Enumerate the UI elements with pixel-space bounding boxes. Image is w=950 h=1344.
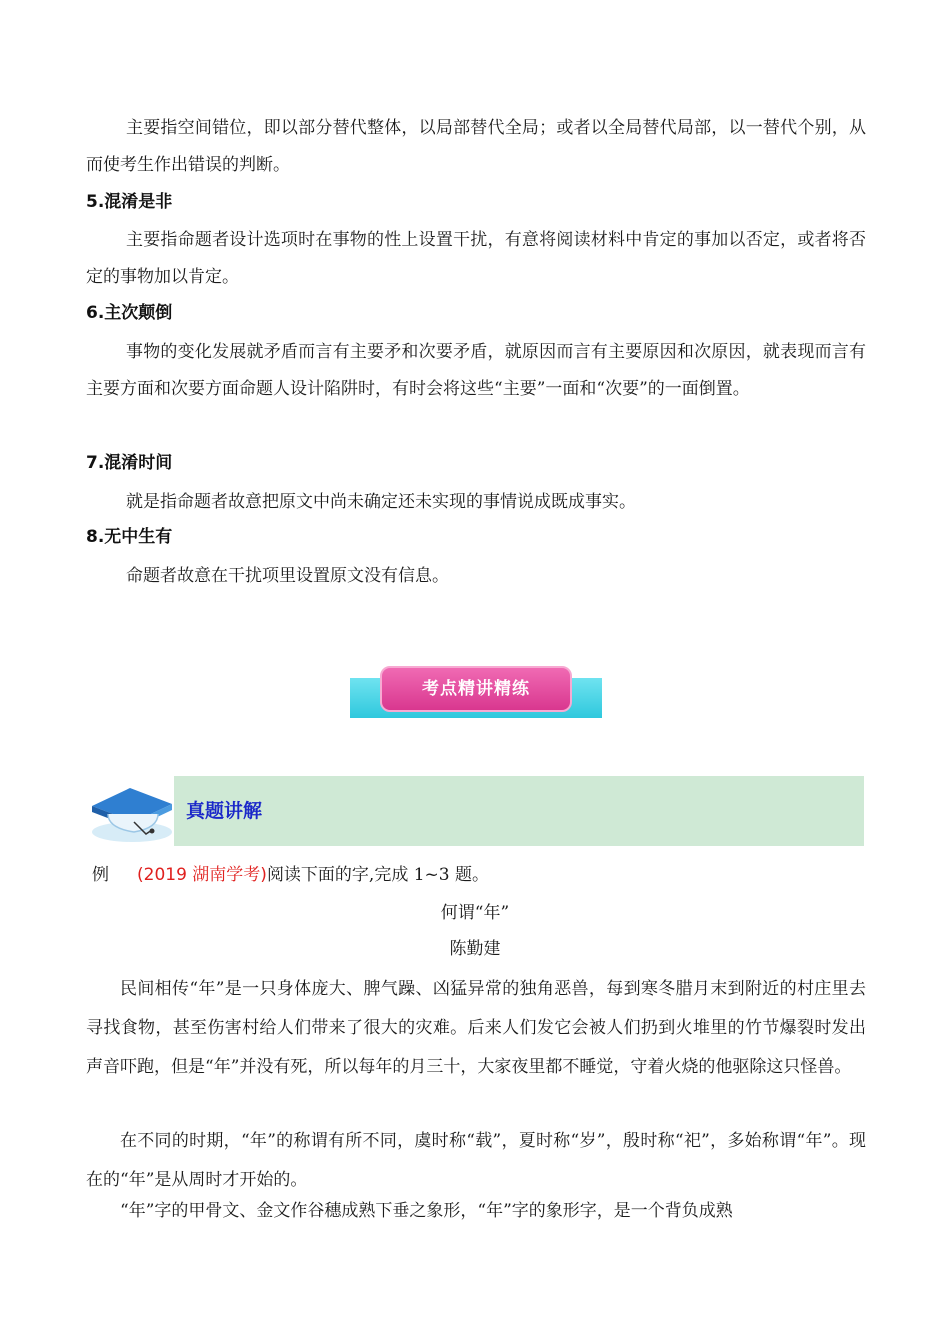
- banner-label: 考点精讲精练: [380, 666, 572, 712]
- article-paragraph: 民间相传“年”是一只身体庞大、脾气躁、凶猛异常的独角恶兽，每到寒冬腊月末到附近的村庄里去寻找食物，甚至伤害村给人们带来了很大的灾难。后来人们发它会被人们扔到火堆里的竹节爆裂时发出声音吓跑，但是“年”并没有死，所以每年的月三十，大家夜里都不睡觉，守着火烧的他驱除这只怪兽。: [86, 979, 866, 1077]
- section-bar-background: [174, 776, 864, 846]
- example-label: 例: [92, 865, 109, 885]
- section-body-6: 事物的变化发展就矛盾而言有主要矛和次要矛盾，就原因而言有主要原因和次原因，就表现而言有主要方面和次要方面命题人设计陷阱时，有时会将这些“主要”一面和“次要”的一面倒置。: [86, 342, 866, 399]
- section-heading-6: 6.主次颠倒: [86, 303, 173, 323]
- article-paragraph: 在不同的时期，“年”的称谓有所不同，虞时称“载”，夏时称“岁”，殷时称“祀”，多始称谓“年”。现在的“年”是从周时才开始的。: [86, 1131, 866, 1190]
- article-author: 陈勤建: [449, 939, 501, 959]
- section-heading-5: 5.混淆是非: [86, 192, 173, 212]
- example-line: [92, 860, 489, 890]
- key-points-banner: [350, 666, 602, 718]
- section-body-8: 命题者故意在干扰项里设置原文没有信息。: [126, 566, 449, 586]
- section-body-5: 主要指命题者设计选项时在事物的性上设置干扰，有意将阅读材料中肯定的事加以否定，或者将否定的事物加以肯定。: [86, 230, 866, 287]
- section-bar-title: 真题讲解: [186, 800, 263, 822]
- section-body-7: 就是指命题者故意把原文中尚未确定还未实现的事情说成既成事实。: [126, 492, 636, 512]
- example-source: (2019 湖南学考): [137, 865, 267, 885]
- article-title: 何谓“年”: [440, 903, 510, 923]
- example-instruction: 阅读下面的字,完成 1~3 题。: [266, 865, 490, 885]
- intro-paragraph: 主要指空间错位，即以部分替代整体，以局部替代全局；或者以全局替代局部，以一替代个别，从而使考生作出错误的判断。: [86, 118, 866, 175]
- section-heading-8: 8.无中生有: [86, 527, 173, 547]
- article-paragraph: “年”字的甲骨文、金文作谷穗成熟下垂之象形，“年”字的象形字，是一个背负成熟: [120, 1201, 733, 1221]
- graduation-cap-icon: [86, 776, 178, 846]
- section-bar: [86, 776, 864, 846]
- section-heading-7: 7.混淆时间: [86, 453, 173, 473]
